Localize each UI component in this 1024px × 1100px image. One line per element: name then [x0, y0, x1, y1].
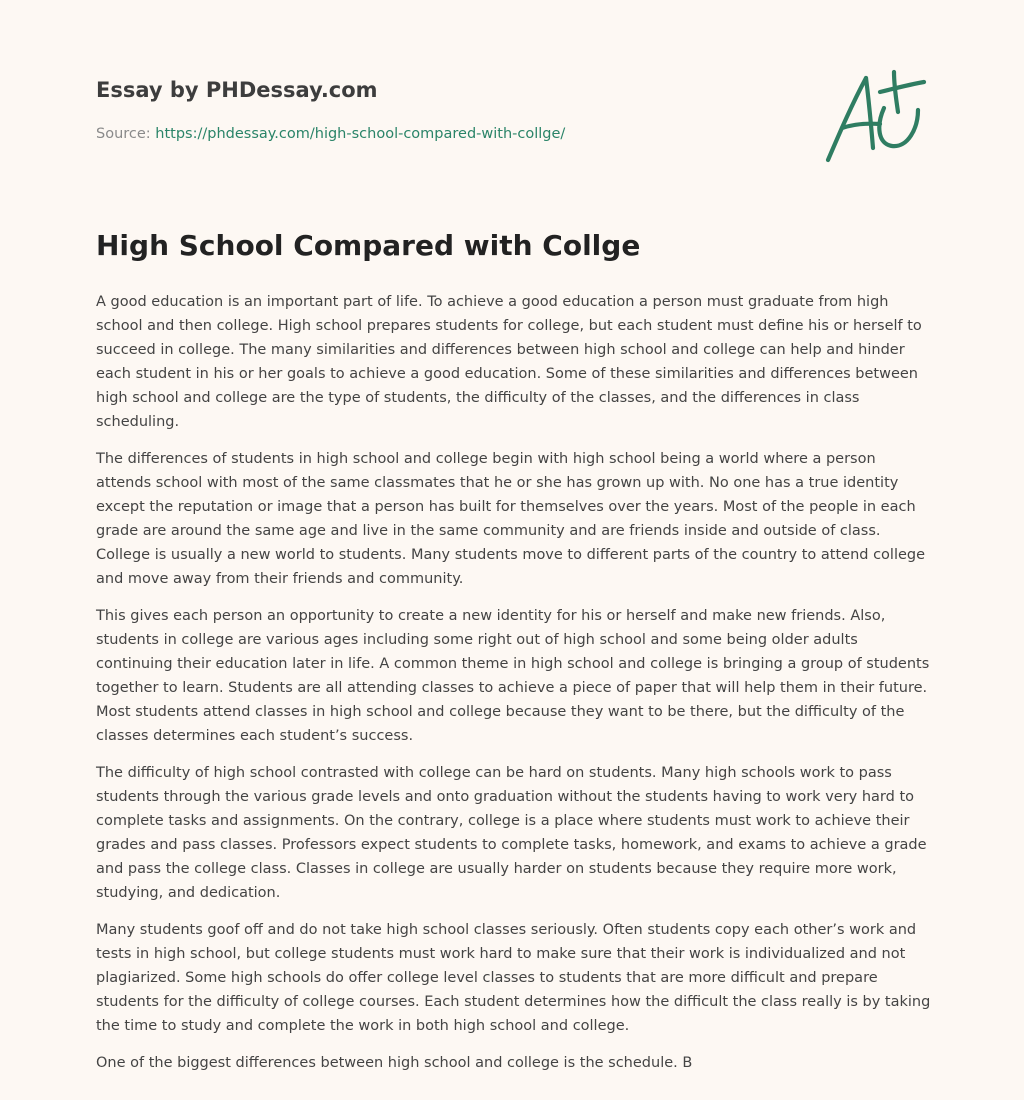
source-line [96, 124, 796, 144]
source-label: Source: [96, 126, 151, 142]
essay-paragraph: The difficulty of high school contrasted with college can be hard on students. Many high schools work to pass students through the various grade levels and onto graduation without the students having to work very hard to complete tasks and assignments. On the contrary, college is a place where students must work to achieve their grades and pass classes. Professors expect students to complete tasks, homework, and exams to achieve a grade and pass the college class. Classes in college are usually harder on students because they require more work, studying, and dedication. [96, 765, 927, 901]
essay-paragraph: The differences of students in high school and college begin with high school being a world where a person attends school with most of the same classmates that he or she has grown up with. No one has a true identity except the reputation or image that a person has built for themselves over the years. Most of the people in each grade are around the same age and live in the same community and are friends inside and outside of class. College is usually a new world to students. Many students move to different parts of the country to attend college and move away from their friends and community. [96, 451, 926, 587]
essay-paragraph: One of the biggest differences between high school and college is the schedule. B [96, 1055, 693, 1071]
essay-paragraph: This gives each person an opportunity to create a new identity for his or herself and make new friends. Also, students in college are various ages including some right out of high school and some being older adults continuing their education later in life. A common theme in high school and college is bringing a group of students together to learn. Students are all attending classes to achieve a piece of paper that will help them in their future. Most students attend classes in high school and college because they want to be there, but the difficulty of the classes determines each student’s success. [96, 608, 930, 744]
essay-title: High School Compared with Collge [96, 229, 641, 262]
page-header [96, 76, 796, 144]
a-plus-grade-icon [822, 66, 932, 166]
site-title: Essay by PHDessay.com [96, 78, 378, 102]
essay-paragraph: A good education is an important part of life. To achieve a good education a person must graduate from high school and then college. High school prepares students for college, but each student must define his or herself to succeed in college. The many similarities and differences between high school and college can help and hinder each student in his or her goals to achieve a good education. Some of these similarities and differences between high school and college are the type of students, the difficulty of the classes, and the differences in class scheduling. [96, 294, 922, 430]
essay-paragraph: Many students goof off and do not take high school classes seriously. Often students copy each other’s work and tests in high school, but college students must work hard to make sure that their work is individualized and not plagiarized. Some high schools do offer college level classes to students that are more difficult and prepare students for the difficulty of college courses. Each student determines how the difficult the class really is by taking the time to study and complete the work in both high school and college. [96, 922, 931, 1034]
essay-article [96, 226, 932, 1088]
source-link[interactable]: https://phdessay.com/high-school-compared-with-collge/ [155, 126, 566, 142]
